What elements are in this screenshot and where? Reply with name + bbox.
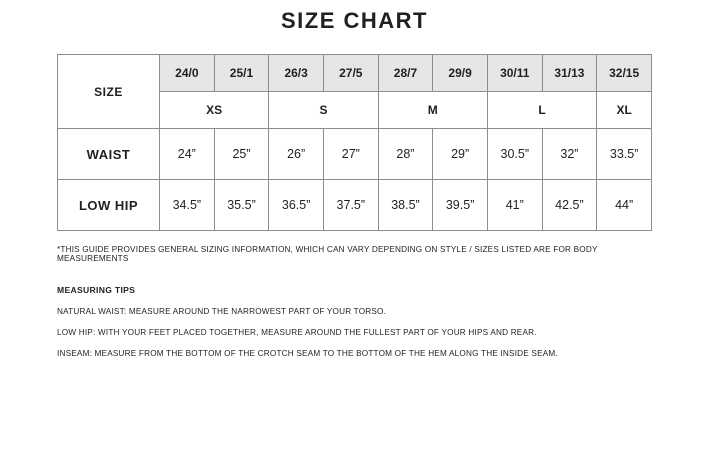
measurement-value: 28” <box>378 129 433 180</box>
measurement-value: 27” <box>323 129 378 180</box>
measurement-value: 29” <box>433 129 488 180</box>
measurement-value: 44” <box>597 180 652 231</box>
numeric-size-cell: 28/7 <box>378 55 433 92</box>
size-chart-table <box>57 54 652 231</box>
size-chart-table-wrap <box>57 54 652 231</box>
measurement-value: 25” <box>214 129 269 180</box>
numeric-size-cell: 30/11 <box>487 55 542 92</box>
measurement-value: 36.5” <box>269 180 324 231</box>
measurement-value: 32” <box>542 129 597 180</box>
measurement-value: 42.5” <box>542 180 597 231</box>
table-row-low-hip <box>58 180 652 231</box>
measuring-tip-line: NATURAL WAIST: MEASURE AROUND THE NARROWEST PART OF YOUR TORSO. <box>57 307 387 316</box>
size-row-label: SIZE <box>58 55 160 129</box>
numeric-size-cell: 26/3 <box>269 55 324 92</box>
page-title: SIZE CHART <box>281 8 428 33</box>
numeric-size-cell: 32/15 <box>597 55 652 92</box>
size-chart-page <box>0 8 709 455</box>
measuring-tip-line: LOW HIP: WITH YOUR FEET PLACED TOGETHER, MEASURE AROUND THE FULLEST PART OF YOUR HIPS AND REAR. <box>57 328 537 337</box>
numeric-size-cell: 31/13 <box>542 55 597 92</box>
measurement-value: 33.5” <box>597 129 652 180</box>
measurement-value: 35.5” <box>214 180 269 231</box>
letter-size-cell: L <box>487 92 596 129</box>
measurement-value: 38.5” <box>378 180 433 231</box>
table-row-waist <box>58 129 652 180</box>
sizing-footnote: *THIS GUIDE PROVIDES GENERAL SIZING INFORMATION, WHICH CAN VARY DEPENDING ON STYLE / SIZES LISTED ARE FOR BODY MEASUREMENTS <box>57 245 598 263</box>
letter-size-cell: XL <box>597 92 652 129</box>
measurement-value: 34.5” <box>160 180 215 231</box>
letter-size-cell: S <box>269 92 378 129</box>
measurement-value: 24” <box>160 129 215 180</box>
measurement-value: 30.5” <box>487 129 542 180</box>
numeric-size-cell: 29/9 <box>433 55 488 92</box>
measuring-tips-heading: MEASURING TIPS <box>57 285 136 295</box>
table-row-numeric-sizes <box>58 55 652 92</box>
measurement-value: 37.5” <box>323 180 378 231</box>
measurement-value: 39.5” <box>433 180 488 231</box>
measurement-row-label: LOW HIP <box>58 180 160 231</box>
measurement-value: 41” <box>487 180 542 231</box>
measurement-row-label: WAIST <box>58 129 160 180</box>
numeric-size-cell: 24/0 <box>160 55 215 92</box>
measuring-tip-line: INSEAM: MEASURE FROM THE BOTTOM OF THE CROTCH SEAM TO THE BOTTOM OF THE HEM ALONG THE INSIDE SEAM. <box>57 349 558 358</box>
letter-size-cell: XS <box>160 92 269 129</box>
numeric-size-cell: 25/1 <box>214 55 269 92</box>
measurement-value: 26” <box>269 129 324 180</box>
letter-size-cell: M <box>378 92 487 129</box>
numeric-size-cell: 27/5 <box>323 55 378 92</box>
